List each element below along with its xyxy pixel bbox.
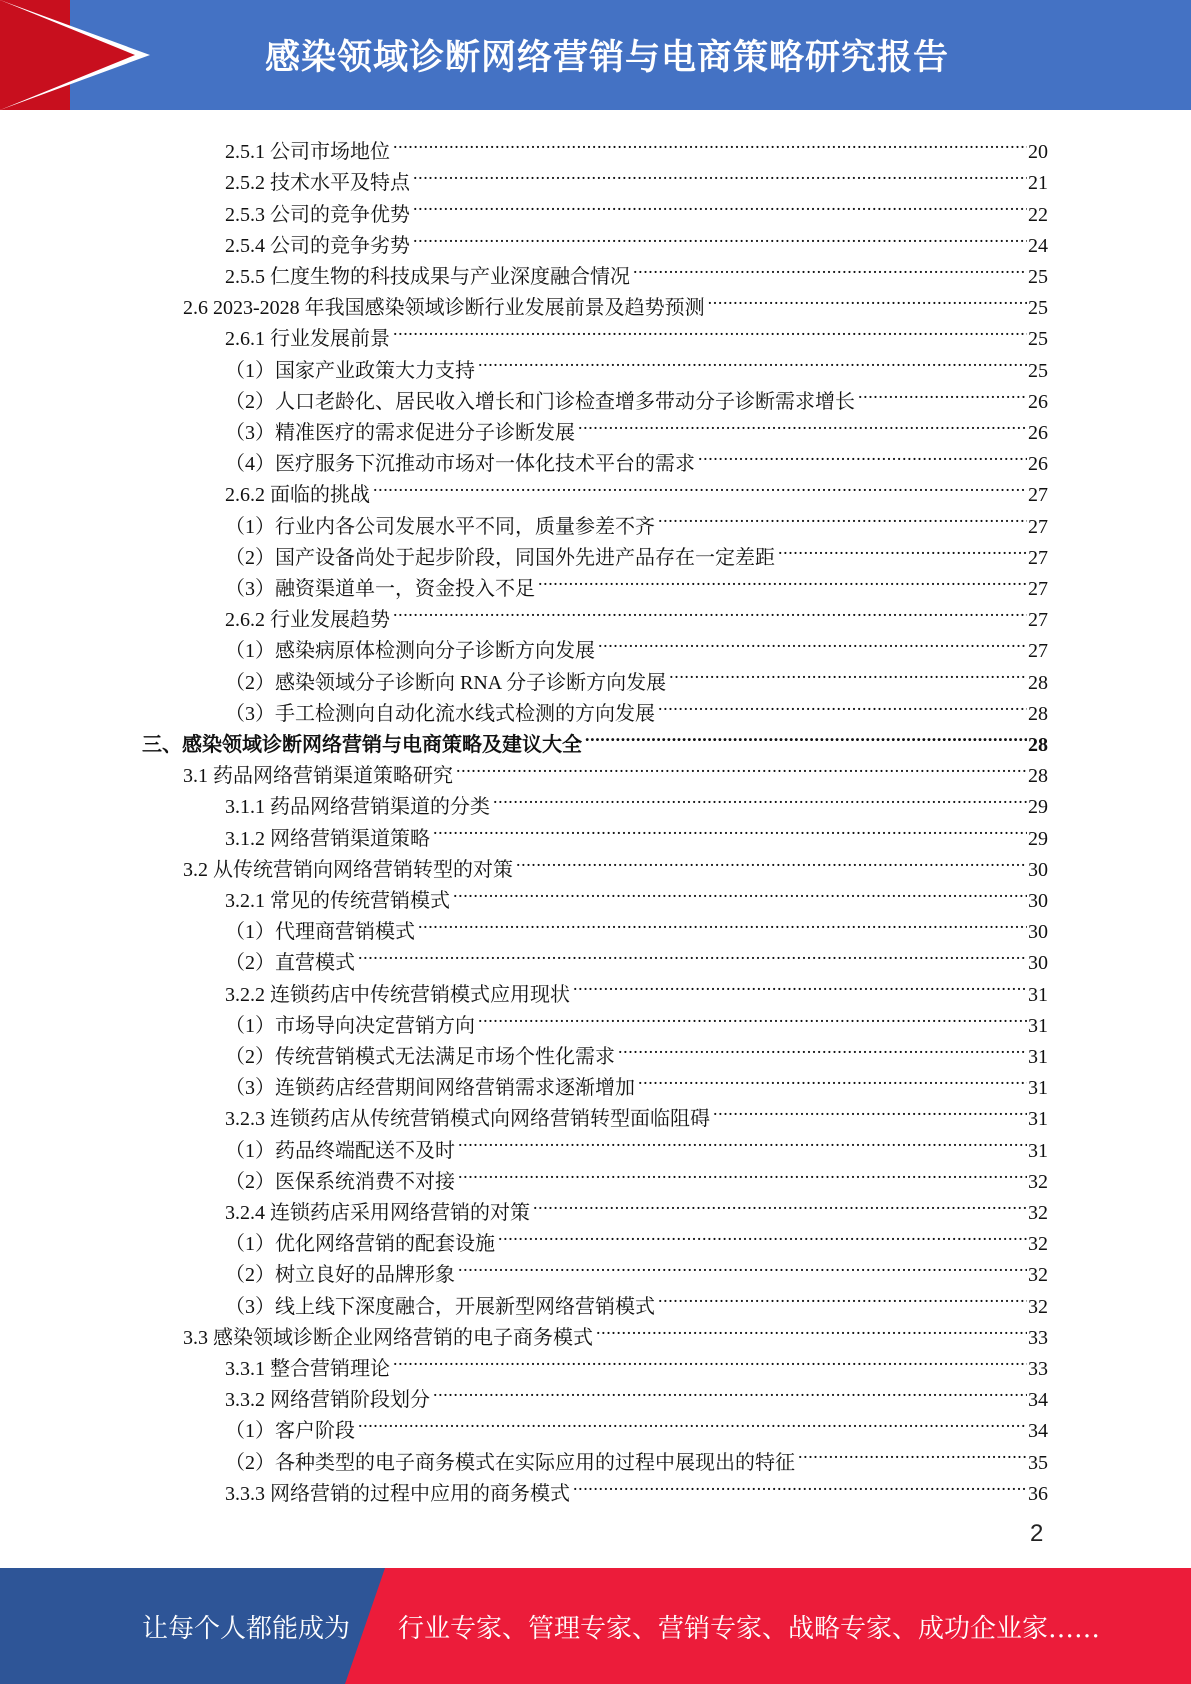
toc-entry-page: 25 — [1028, 297, 1048, 320]
toc-entry-label: 3.3.3 网络营销的过程中应用的商务模式 — [225, 1482, 570, 1505]
toc-entry-page: 29 — [1028, 796, 1048, 819]
toc-entry-label: （2）各种类型的电子商务模式在实际应用的过程中展现出的特征 — [225, 1451, 795, 1474]
toc-leader-dots — [373, 470, 1027, 501]
toc-leader-dots — [658, 501, 1027, 532]
toc-entry[interactable] — [142, 720, 1048, 756]
toc-entry[interactable] — [225, 470, 1048, 507]
toc-entry[interactable] — [225, 813, 1048, 850]
toc-entry-page: 28 — [1028, 733, 1048, 756]
toc-entry-label: 2.6.1 行业发展前景 — [225, 328, 390, 351]
toc-entry-label: 2.5.2 技术水平及特点 — [225, 172, 410, 195]
toc-entry[interactable] — [225, 657, 1048, 694]
toc-entry-page: 20 — [1028, 141, 1048, 164]
toc-entry-label: （1）感染病原体检测向分子诊断方向发展 — [225, 640, 595, 663]
page-number: 2 — [1030, 1520, 1044, 1547]
toc-entry[interactable] — [225, 439, 1048, 476]
toc-entry-page: 27 — [1028, 515, 1048, 538]
toc-entry-label: （2）人口老龄化、居民收入增长和门诊检查增多带动分子诊断需求增长 — [225, 390, 855, 413]
toc-entry-label: （3）线上线下深度融合，开展新型网络营销模式 — [225, 1295, 655, 1318]
toc-leader-dots — [433, 813, 1027, 844]
toc-entry-label: （1）优化网络营销的配套设施 — [225, 1233, 495, 1256]
toc-entry-page: 31 — [1028, 1014, 1048, 1037]
toc-leader-dots — [358, 938, 1027, 969]
toc-entry[interactable] — [225, 221, 1048, 257]
toc-leader-dots — [533, 1188, 1027, 1219]
toc-entry-page: 30 — [1028, 921, 1048, 944]
toc-entry-page: 30 — [1028, 952, 1048, 975]
footer-blue-slant — [345, 1568, 385, 1684]
toc-entry-page: 24 — [1028, 234, 1048, 257]
toc-entry-label: （1）行业内各公司发展水平不同，质量参差不齐 — [225, 515, 655, 538]
toc-leader-dots — [596, 1313, 1027, 1344]
toc-entry-label: 3.2 从传统营销向网络营销转型的对策 — [183, 858, 513, 881]
toc-entry[interactable] — [225, 1032, 1048, 1068]
toc-entry-page: 25 — [1028, 328, 1048, 351]
toc-entry-label: 2.5.5 仁度生物的科技成果与产业深度融合情况 — [225, 265, 630, 288]
toc-entry-label: （3）手工检测向自动化流水线式检测的方向发展 — [225, 702, 655, 725]
toc-entry-page: 27 — [1028, 484, 1048, 507]
toc-entry[interactable] — [225, 1469, 1048, 1505]
toc-leader-dots — [633, 252, 1027, 283]
toc-entry-label: （2）感染领域分子诊断向 RNA 分子诊断方向发展 — [225, 671, 667, 694]
toc-entry[interactable] — [225, 1375, 1048, 1412]
toc-leader-dots — [669, 657, 1027, 688]
toc-entry-page: 32 — [1028, 1233, 1048, 1256]
toc-entry[interactable] — [225, 377, 1048, 413]
toc-entry[interactable] — [225, 907, 1048, 944]
toc-entry[interactable] — [225, 689, 1048, 725]
toc-entry-label: （2）传统营销模式无法满足市场个性化需求 — [225, 1045, 615, 1068]
toc-leader-dots — [393, 595, 1027, 626]
toc-entry-page: 22 — [1028, 203, 1048, 226]
toc-leader-dots — [478, 345, 1027, 376]
toc-entry-label: 3.1.2 网络营销渠道策略 — [225, 827, 430, 850]
toc-entry[interactable] — [183, 845, 1048, 881]
toc-entry-label: 3.2.4 连锁药店采用网络营销的对策 — [225, 1201, 530, 1224]
toc-entry-page: 31 — [1028, 1108, 1048, 1131]
toc-entry-label: （2）直营模式 — [225, 952, 355, 975]
toc-entry[interactable] — [225, 626, 1048, 663]
toc-entry-page: 25 — [1028, 359, 1048, 382]
toc-entry[interactable] — [225, 564, 1048, 600]
toc-entry[interactable] — [225, 189, 1048, 226]
toc-entry[interactable] — [225, 1094, 1048, 1131]
toc-entry-label: （1）客户阶段 — [225, 1420, 355, 1443]
toc-entry-page: 31 — [1028, 1077, 1048, 1100]
toc-entry-page: 33 — [1028, 1357, 1048, 1380]
toc-entry-label: 3.1.1 药品网络营销渠道的分类 — [225, 796, 490, 819]
toc-entry-label: 3.2.3 连锁药店从传统营销模式向网络营销转型面临阻碍 — [225, 1108, 710, 1131]
toc-entry-page: 25 — [1028, 265, 1048, 288]
toc-entry[interactable] — [225, 501, 1048, 538]
toc-entry-label: 三、感染领域诊断网络营销与电商策略及建议大全 — [142, 733, 582, 756]
toc-entry[interactable] — [225, 345, 1048, 382]
toc-leader-dots — [413, 158, 1027, 189]
toc-entry-page: 36 — [1028, 1482, 1048, 1505]
toc-entry-page: 26 — [1028, 390, 1048, 413]
toc-entry[interactable] — [183, 1313, 1048, 1349]
toc-entry-page: 30 — [1028, 858, 1048, 881]
toc-entry-label: 3.3.2 网络营销阶段划分 — [225, 1389, 430, 1412]
toc-entry-page: 28 — [1028, 765, 1048, 788]
toc-entry-page: 26 — [1028, 421, 1048, 444]
toc-leader-dots — [638, 1063, 1027, 1094]
toc-entry[interactable] — [225, 252, 1048, 288]
toc-leader-dots — [433, 1375, 1027, 1406]
report-title: 感染领域诊断网络营销与电商策略研究报告 — [265, 38, 950, 78]
toc-entry-label: 3.1 药品网络营销渠道策略研究 — [183, 765, 453, 788]
toc-entry-page: 31 — [1028, 1045, 1048, 1068]
toc-entry-label: 3.3.1 整合营销理论 — [225, 1357, 390, 1380]
toc-leader-dots — [658, 1281, 1027, 1312]
toc-entry-label: （3）融资渠道单一，资金投入不足 — [225, 577, 535, 600]
toc-entry[interactable] — [225, 1063, 1048, 1100]
toc-leader-dots — [413, 189, 1027, 220]
toc-entry[interactable] — [225, 408, 1048, 444]
toc-leader-dots — [798, 1437, 1027, 1468]
toc-entry[interactable] — [225, 1406, 1048, 1443]
toc-entry-page: 35 — [1028, 1451, 1048, 1474]
toc-leader-dots — [538, 564, 1027, 595]
toc-leader-dots — [598, 626, 1027, 657]
toc-leader-dots — [413, 221, 1027, 252]
toc-entry-page: 32 — [1028, 1295, 1048, 1318]
header-arrow-red — [0, 0, 135, 110]
toc-leader-dots — [478, 1001, 1027, 1032]
toc-entry-page: 27 — [1028, 609, 1048, 632]
toc-leader-dots — [456, 751, 1027, 782]
toc-entry-page: 28 — [1028, 702, 1048, 725]
toc-entry[interactable] — [225, 876, 1048, 912]
toc-entry-page: 34 — [1028, 1389, 1048, 1412]
toc-entry-label: 2.5.1 公司市场地位 — [225, 141, 390, 164]
toc-leader-dots — [516, 845, 1027, 876]
toc-entry-page: 33 — [1028, 1326, 1048, 1349]
toc-entry[interactable] — [225, 1125, 1048, 1162]
toc-entry-label: （1）药品终端配送不及时 — [225, 1139, 455, 1162]
toc-entry-label: （4）医疗服务下沉推动市场对一体化技术平台的需求 — [225, 453, 695, 476]
toc-entry-page: 28 — [1028, 671, 1048, 694]
toc-entry-label: 2.5.4 公司的竞争劣势 — [225, 234, 410, 257]
toc-entry-label: 2.6.2 面临的挑战 — [225, 484, 370, 507]
toc-leader-dots — [658, 689, 1027, 720]
toc-entry[interactable] — [225, 782, 1048, 819]
toc-entry-label: （3）精准医疗的需求促进分子诊断发展 — [225, 421, 575, 444]
footer-slogan-right: 行业专家、管理专家、营销专家、战略专家、成功企业家…… — [398, 1614, 1101, 1644]
toc-entry-page: 32 — [1028, 1201, 1048, 1224]
toc-entry-label: 2.6.2 行业发展趋势 — [225, 609, 390, 632]
toc-entry[interactable] — [225, 1219, 1048, 1256]
toc-entry-label: （2）树立良好的品牌形象 — [225, 1264, 455, 1287]
toc-entry[interactable] — [225, 1281, 1048, 1318]
toc-entry-page: 32 — [1028, 1264, 1048, 1287]
toc-entry-label: （1）市场导向决定营销方向 — [225, 1014, 475, 1037]
toc-entry[interactable] — [183, 751, 1048, 788]
toc-leader-dots — [713, 1094, 1027, 1125]
toc-leader-dots — [358, 1406, 1027, 1437]
toc-leader-dots — [493, 782, 1027, 813]
toc-entry[interactable] — [225, 969, 1048, 1006]
toc-entry[interactable] — [225, 1188, 1048, 1224]
toc-entry[interactable] — [225, 158, 1048, 195]
toc-leader-dots — [458, 1125, 1027, 1156]
toc-entry-page: 30 — [1028, 889, 1048, 912]
toc-entry-page: 27 — [1028, 577, 1048, 600]
toc-leader-dots — [858, 377, 1027, 408]
toc-entry-label: 2.6 2023-2028 年我国感染领域诊断行业发展前景及趋势预测 — [183, 297, 705, 320]
toc-leader-dots — [585, 720, 1027, 751]
toc-entry-label: （2）医保系统消费不对接 — [225, 1170, 455, 1193]
toc-entry[interactable] — [225, 127, 1048, 164]
toc-entry[interactable] — [225, 595, 1048, 632]
toc-entry-page: 27 — [1028, 546, 1048, 569]
toc-leader-dots — [498, 1219, 1027, 1250]
toc-entry-page: 21 — [1028, 172, 1048, 195]
toc-entry[interactable] — [225, 1001, 1048, 1037]
toc-leader-dots — [708, 283, 1027, 314]
toc-entry-page: 34 — [1028, 1420, 1048, 1443]
toc-leader-dots — [393, 1344, 1027, 1375]
toc-entry[interactable] — [225, 314, 1048, 351]
toc-leader-dots — [573, 969, 1027, 1000]
toc-entry-page: 27 — [1028, 640, 1048, 663]
toc-entry-page: 32 — [1028, 1170, 1048, 1193]
toc-entry[interactable] — [183, 283, 1048, 320]
toc-leader-dots — [458, 1250, 1027, 1281]
toc-leader-dots — [618, 1032, 1027, 1063]
toc-leader-dots — [573, 1469, 1027, 1500]
toc-leader-dots — [578, 408, 1027, 439]
toc-entry-label: （1）代理商营销模式 — [225, 921, 415, 944]
toc-entry-label: （3）连锁药店经营期间网络营销需求逐渐增加 — [225, 1077, 635, 1100]
toc-entry-label: 3.2.2 连锁药店中传统营销模式应用现状 — [225, 983, 570, 1006]
toc-leader-dots — [458, 1157, 1027, 1188]
toc-entry-page: 26 — [1028, 453, 1048, 476]
toc-entry[interactable] — [225, 1344, 1048, 1380]
toc-entry[interactable] — [225, 1250, 1048, 1287]
toc-entry-page: 31 — [1028, 1139, 1048, 1162]
toc-entry[interactable] — [225, 533, 1048, 569]
toc-entry[interactable] — [225, 1437, 1048, 1474]
toc-leader-dots — [393, 314, 1027, 345]
toc-entry[interactable] — [225, 938, 1048, 975]
page-footer — [0, 1568, 1191, 1684]
toc-leader-dots — [778, 533, 1027, 564]
toc-entry[interactable] — [225, 1157, 1048, 1193]
toc-entry-label: 3.3 感染领域诊断企业网络营销的电子商务模式 — [183, 1326, 593, 1349]
toc-entry-page: 31 — [1028, 983, 1048, 1006]
toc-entry-label: 2.5.3 公司的竞争优势 — [225, 203, 410, 226]
toc-leader-dots — [698, 439, 1027, 470]
toc-leader-dots — [393, 127, 1027, 158]
toc-entry-label: 3.2.1 常见的传统营销模式 — [225, 889, 450, 912]
toc-leader-dots — [453, 876, 1027, 907]
footer-slogan-left: 让每个人都能成为 — [142, 1614, 351, 1644]
toc-leader-dots — [418, 907, 1027, 938]
page-header — [0, 0, 1191, 110]
toc-entry-page: 29 — [1028, 827, 1048, 850]
toc-entry-label: （1）国家产业政策大力支持 — [225, 359, 475, 382]
toc-entry-label: （2）国产设备尚处于起步阶段，同国外先进产品存在一定差距 — [225, 546, 775, 569]
